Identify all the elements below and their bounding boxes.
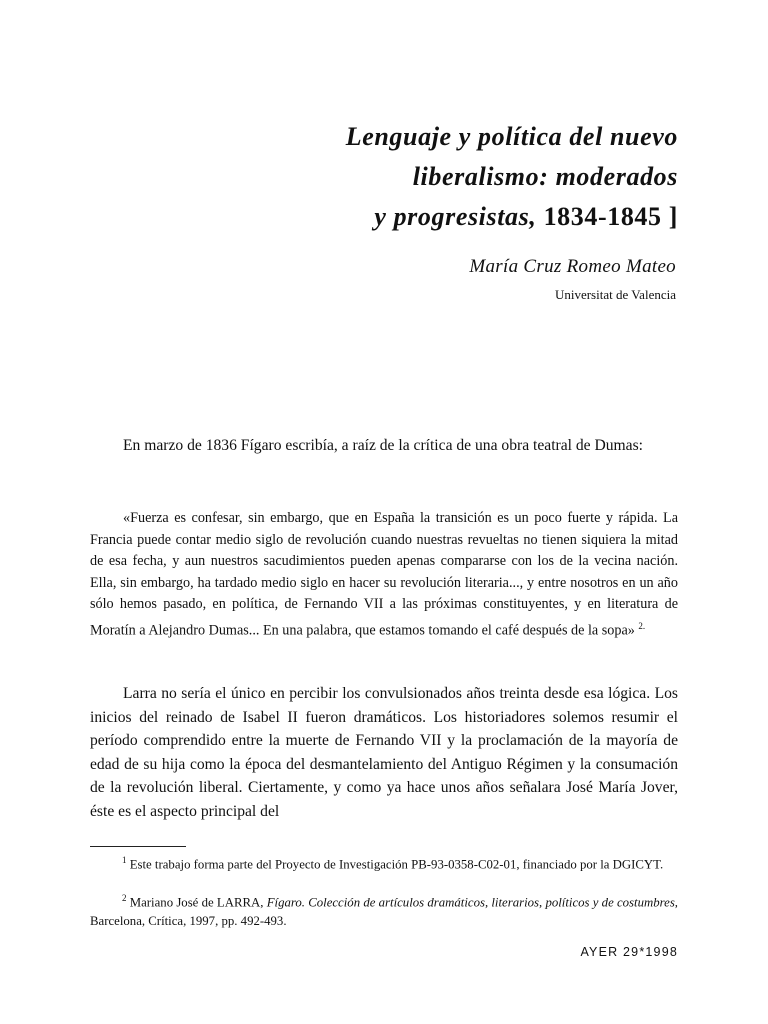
quote-text: «Fuerza es confesar, sin embargo, que en España la transición es un poco fuerte y rápida. La Francia puede contar medio siglo de revolución cuando nuestras revueltas no tienen siquiera la mitad de esa fecha, y aun nuestros sacudimientos pueden apenas compararse con los de la vecina nación. Ella, sin embargo, ha tardado medio siglo en hacer su revolución literaria..., y entre nosotros en un año sólo hemos pasado, en política, de Fernando VII a las próximas constituyentes, y en literatura de Moratín a Alejandro Dumas... En una palabra, que estamos tomando el café después de la sopa» bbox=[90, 510, 678, 639]
footnote-2-number: 2 bbox=[122, 893, 127, 903]
footnote-2-author: Mariano José de LARRA, bbox=[129, 895, 264, 910]
title-years: 1834-1845 ] bbox=[543, 202, 678, 231]
intro-paragraph: En marzo de 1836 Fígaro escribía, a raíz de la crítica de una obra teatral de Dumas: bbox=[123, 437, 643, 454]
author-affiliation: Universitat de Valencia bbox=[554, 287, 676, 302]
author-name: María Cruz Romeo Mateo bbox=[469, 256, 676, 277]
footnote-ref-2: 2. bbox=[638, 620, 646, 631]
title-line-3 bbox=[200, 197, 678, 237]
footnote-1 bbox=[90, 851, 678, 874]
footnote-2 bbox=[90, 889, 678, 931]
article-title bbox=[200, 117, 678, 237]
page-footer: AYER 29*1998 bbox=[580, 945, 678, 959]
footnote-1-number: 1 bbox=[122, 855, 127, 865]
title-line-2: liberalismo: moderados bbox=[412, 162, 678, 191]
footnote-1-text: Este trabajo forma parte del Proyecto de Investigación PB-93-0358-C02-01, financiado por la DGICYT. bbox=[129, 857, 664, 872]
footnote-divider bbox=[90, 846, 186, 847]
title-line-1: Lenguaje y política del nuevo bbox=[345, 122, 678, 151]
title-line-3-text: y progresistas, bbox=[374, 202, 537, 231]
footnote-2-work: Fígaro. Colección de artículos dramáticos, literarios, políticos y de costumbres, bbox=[266, 895, 678, 910]
body-paragraph: Larra no sería el único en percibir los convulsionados años treinta desde esa lógica. Los inicios del reinado de Isabel II fueron dramáticos. Los historiadores solemos resumir el período comprendido entre la muerte de Fernando VII y la proclamación de la mayoría de edad de su hija como la época del desmantelamiento del Antiguo Régimen y la consumación de la revolución liberal. Ciertamente, y como ya hace unos años señalara José María Jover, éste es el aspecto principal del bbox=[90, 685, 678, 820]
block-quote bbox=[90, 508, 678, 642]
footnote-2-rest: Barcelona, Crítica, 1997, pp. 492-493. bbox=[90, 914, 287, 929]
